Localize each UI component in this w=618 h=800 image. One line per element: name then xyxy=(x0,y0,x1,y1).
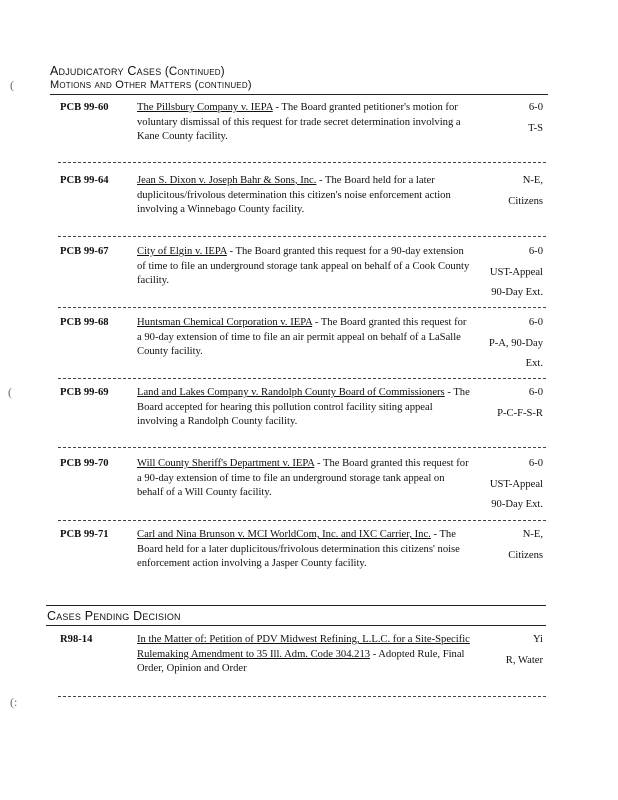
case-vote xyxy=(528,101,543,142)
case-number: R98-14 xyxy=(60,634,93,645)
case-text: - The Board accepted for hearing this pollution control facility siting appeal involving a Randolph County facility. xyxy=(137,387,470,428)
section-subheading xyxy=(50,79,252,91)
punch-hole-mark: (: xyxy=(10,695,18,709)
punch-hole-mark: ( xyxy=(8,385,12,399)
section-subtitle: Motions and Other Matters (continued) xyxy=(50,79,252,91)
case-title: Land and Lakes Company v. Randolph County Board of Commissioners xyxy=(137,387,445,398)
case-description xyxy=(137,633,472,677)
row-divider xyxy=(58,520,546,521)
case-number: PCB 99-68 xyxy=(60,317,109,328)
case-title: The Pillsbury Company v. IEPA xyxy=(137,102,273,113)
case-title: Huntsman Chemical Corporation v. IEPA xyxy=(137,317,313,328)
row-divider xyxy=(58,307,546,308)
case-description xyxy=(137,316,472,360)
punch-hole-mark: ( xyxy=(10,78,14,92)
section-title: Adjudicatory Cases xyxy=(50,64,162,78)
vote-line: Yi xyxy=(532,634,543,645)
case-description xyxy=(137,528,472,572)
row-divider xyxy=(58,162,546,163)
section-heading xyxy=(47,609,181,623)
vote-line: P-A, 90-Day xyxy=(488,337,543,349)
case-number: PCB 99-71 xyxy=(60,529,109,540)
case-description xyxy=(137,245,472,289)
case-text: - The Board held for a later duplicitous/frivolous determination this citizen's noise enforcement action involving a Winnebago County facility. xyxy=(137,175,451,216)
case-vote xyxy=(506,633,543,674)
case-vote xyxy=(490,245,543,307)
section-rule xyxy=(46,625,546,626)
case-title: In the Matter of: Petition of PDV Midwest Refining, L.L.C. for a Site-Specific Rulemaking Amendment to 35 Ill. Adm. Code 304.213 xyxy=(137,634,470,660)
vote-line: N-E, xyxy=(522,175,543,186)
case-vote xyxy=(508,528,543,569)
section-title-continued: (Continued) xyxy=(164,66,225,78)
row-divider xyxy=(58,696,546,697)
vote-line: Citizens xyxy=(508,195,543,207)
section-rule xyxy=(46,605,546,606)
case-number: PCB 99-60 xyxy=(60,102,109,113)
case-text: - The Board granted this request for a 90-day extension of time to file an underground storage tank appeal on behalf of a Cook County facility. xyxy=(137,246,470,287)
vote-line: N-E, xyxy=(522,529,543,540)
case-number: PCB 99-69 xyxy=(60,387,109,398)
vote-line: 90-Day Ext. xyxy=(491,499,543,511)
vote-line: Ext. xyxy=(525,358,543,370)
section-title: Cases Pending Decision xyxy=(47,609,181,623)
row-divider xyxy=(58,447,546,448)
case-title: Carl and Nina Brunson v. MCI WorldCom, Inc. and IXC Carrier, Inc. xyxy=(137,529,431,540)
vote-line: R, Water xyxy=(505,654,543,666)
vote-line: 6-0 xyxy=(528,317,543,328)
vote-line: 6-0 xyxy=(528,387,543,398)
vote-line: P-C-F-S-R xyxy=(497,407,543,419)
vote-line: UST-Appeal xyxy=(489,266,543,278)
section-rule xyxy=(50,94,548,95)
case-number: PCB 99-64 xyxy=(60,175,109,186)
case-description xyxy=(137,457,472,501)
vote-line: 6-0 xyxy=(528,458,543,469)
case-description xyxy=(137,174,472,218)
vote-line: Citizens xyxy=(508,549,543,561)
case-title: City of Elgin v. IEPA xyxy=(137,246,227,257)
case-text: - The Board held for a later duplicitous/frivolous determination this citizens' noise enforcement action involving a Jasper County facility. xyxy=(137,529,460,570)
section-heading xyxy=(50,64,225,78)
case-text: - Adopted Rule, Final Order, Opinion and Order xyxy=(137,648,465,675)
vote-line: 6-0 xyxy=(528,246,543,257)
case-vote xyxy=(490,457,543,519)
case-text: - The Board granted petitioner's motion for voluntary dismissal of this request for trade secret determination involving a Kane County facility. xyxy=(137,102,461,143)
vote-line: UST-Appeal xyxy=(489,478,543,490)
case-vote xyxy=(497,386,543,427)
case-title: Jean S. Dixon v. Joseph Bahr & Sons, Inc. xyxy=(137,175,317,186)
case-description xyxy=(137,386,472,430)
row-divider xyxy=(58,378,546,379)
case-text: - The Board granted this request for a 90-day extension of time to file an air permit appeal on behalf of a LaSalle County facility. xyxy=(137,317,467,358)
case-description xyxy=(137,101,472,145)
vote-line: 6-0 xyxy=(528,102,543,113)
case-number: PCB 99-70 xyxy=(60,458,109,469)
case-vote xyxy=(489,316,543,378)
case-vote xyxy=(508,174,543,215)
case-text: - The Board granted this request for a 90-day extension of time to file an underground storage tank appeal on behalf of a Will County facility. xyxy=(137,458,469,499)
vote-line: 90-Day Ext. xyxy=(491,287,543,299)
vote-line: T-S xyxy=(528,122,543,134)
case-title: Will County Sheriff's Department v. IEPA xyxy=(137,458,315,469)
row-divider xyxy=(58,236,546,237)
case-number: PCB 99-67 xyxy=(60,246,109,257)
